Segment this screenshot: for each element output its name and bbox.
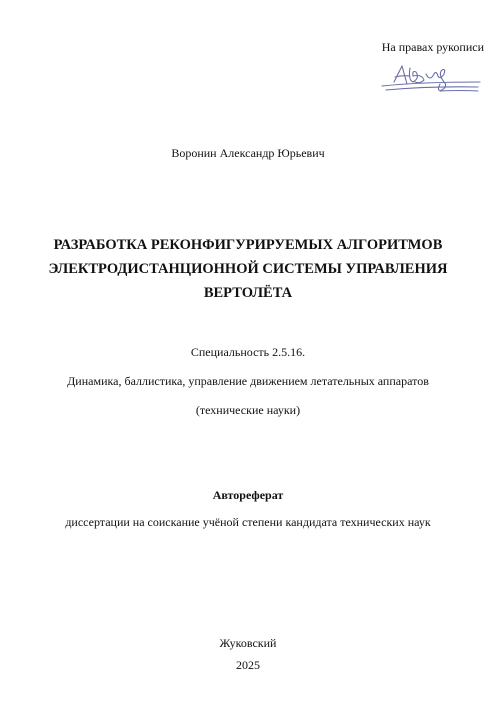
abstract-label: Автореферат <box>212 488 284 502</box>
rights-note: На правах рукописи <box>381 40 484 54</box>
title-line: ВЕРТОЛЁТА <box>203 285 293 301</box>
city: Жуковский <box>219 636 277 650</box>
author-name: Воронин Александр Юрьевич <box>171 146 325 160</box>
title-line: ЭЛЕКТРОДИСТАНЦИОННОЙ СИСТЕМЫ УПРАВЛЕНИЯ <box>48 261 448 277</box>
handwritten-signature <box>380 62 484 98</box>
specialty-code: Специальность 2.5.16. <box>190 345 306 359</box>
title-line: РАЗРАБОТКА РЕКОНФИГУРИРУЕМЫХ АЛГОРИТМОВ <box>53 237 443 253</box>
degree-description: диссертации на соискание учёной степени кандидата технических наук <box>65 515 431 529</box>
dissertation-title <box>0 233 496 305</box>
year: 2025 <box>236 658 260 672</box>
specialty-name: Динамика, баллистика, управление движением летательных аппаратов <box>67 374 429 388</box>
science-branch: (технические науки) <box>195 403 301 417</box>
